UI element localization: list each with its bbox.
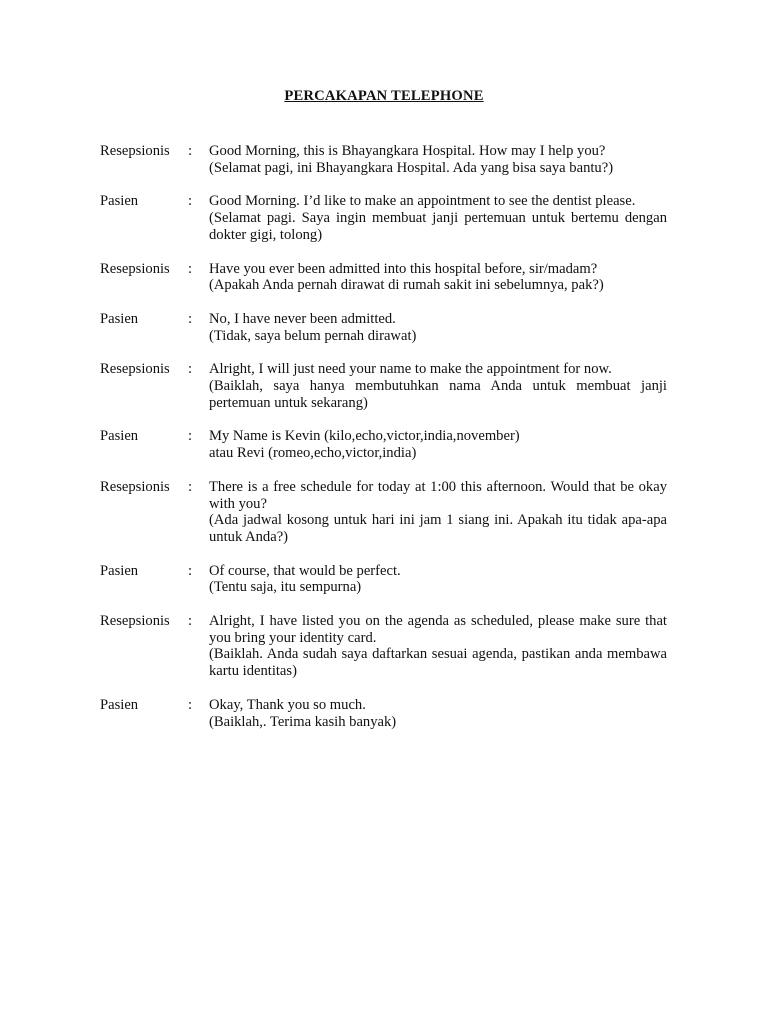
- speaker-label: Resepsionis: [100, 361, 170, 378]
- english-line: Good Morning. I’d like to make an appointment to see the dentist please.: [209, 193, 636, 210]
- translation-line: (Tentu saja, itu sempurna): [209, 579, 362, 596]
- dialogue-text: [209, 193, 667, 243]
- dialogue-text: [209, 563, 667, 596]
- translation-line: (Baiklah, saya hanya membutuhkan nama Anda untuk membuat janji pertemuan untuk sekarang): [209, 378, 667, 411]
- dialogue-entry: [100, 361, 667, 411]
- colon-separator: :: [188, 310, 193, 327]
- translation-line: (Baiklah,. Terima kasih banyak): [209, 713, 397, 730]
- dialogue-text: [209, 361, 667, 411]
- translation-line: (Baiklah. Anda sudah saya daftarkan sesuai agenda, pastikan anda membawa kartu identitas): [209, 646, 667, 680]
- colon-separator: :: [188, 361, 193, 378]
- speaker-label: Pasien: [100, 310, 139, 327]
- document-title: PERCAKAPAN TELEPHONE: [284, 88, 484, 104]
- speaker-label: Pasien: [100, 562, 139, 579]
- colon-separator: :: [188, 696, 193, 713]
- english-line: There is a free schedule for today at 1:00 this afternoon. Would that be okay with you?: [209, 478, 667, 512]
- english-line: My Name is Kevin (kilo,echo,victor,india,november): [209, 428, 520, 445]
- dialogue-text: [209, 311, 667, 344]
- colon-separator: :: [188, 260, 193, 277]
- english-line: Okay, Thank you so much.: [209, 696, 366, 713]
- translation-line: (Tidak, saya belum pernah dirawat): [209, 327, 417, 344]
- speaker-label: Pasien: [100, 428, 139, 445]
- colon-separator: :: [188, 143, 193, 159]
- dialogue-entry: [100, 613, 667, 680]
- colon-separator: :: [188, 562, 193, 579]
- dialogue-text: [209, 261, 667, 294]
- speaker-label: Resepsionis: [100, 260, 170, 277]
- dialogue-text: [209, 428, 667, 461]
- speaker-label: Pasien: [100, 696, 139, 713]
- dialogue-text: [209, 143, 667, 176]
- dialogue-entry: [100, 261, 667, 294]
- translation-line: (Apakah Anda pernah dirawat di rumah sakit ini sebelumnya, pak?): [209, 277, 604, 294]
- english-line: Have you ever been admitted into this hospital before, sir/madam?: [209, 260, 598, 277]
- english-line: Alright, I have listed you on the agenda as scheduled, please make sure that you bring your identity card.: [209, 613, 667, 646]
- dialogue-entry: [100, 697, 667, 730]
- dialogue-entry: [100, 143, 667, 176]
- translation-line: (Ada jadwal kosong untuk hari ini jam 1 siang ini. Apakah itu tidak apa-apa untuk Anda?): [209, 512, 667, 545]
- dialogue-list: [100, 143, 667, 747]
- english-line: Alright, I will just need your name to make the appointment for now.: [209, 361, 612, 378]
- english-line: Of course, that would be perfect.: [209, 562, 401, 579]
- dialogue-entry: [100, 428, 667, 461]
- colon-separator: :: [188, 193, 193, 210]
- translation-line: atau Revi (romeo,echo,victor,india): [209, 445, 417, 462]
- translation-line: (Selamat pagi, ini Bhayangkara Hospital. Ada yang bisa saya bantu?): [209, 159, 614, 176]
- translation-line: (Selamat pagi. Saya ingin membuat janji pertemuan untuk bertemu dengan dokter gigi, tolong): [209, 210, 667, 243]
- dialogue-text: [209, 479, 667, 546]
- english-line: Good Morning, this is Bhayangkara Hospital. How may I help you?: [209, 143, 606, 159]
- english-line: No, I have never been admitted.: [209, 310, 396, 327]
- speaker-label: Resepsionis: [100, 478, 170, 495]
- dialogue-text: [209, 613, 667, 680]
- dialogue-text: [209, 697, 667, 730]
- dialogue-entry: [100, 311, 667, 344]
- dialogue-entry: [100, 563, 667, 596]
- dialogue-entry: [100, 193, 667, 243]
- speaker-label: Resepsionis: [100, 143, 170, 159]
- speaker-label: Resepsionis: [100, 613, 170, 630]
- colon-separator: :: [188, 613, 193, 630]
- speaker-label: Pasien: [100, 193, 139, 210]
- dialogue-entry: [100, 479, 667, 546]
- colon-separator: :: [188, 428, 193, 445]
- colon-separator: :: [188, 478, 193, 495]
